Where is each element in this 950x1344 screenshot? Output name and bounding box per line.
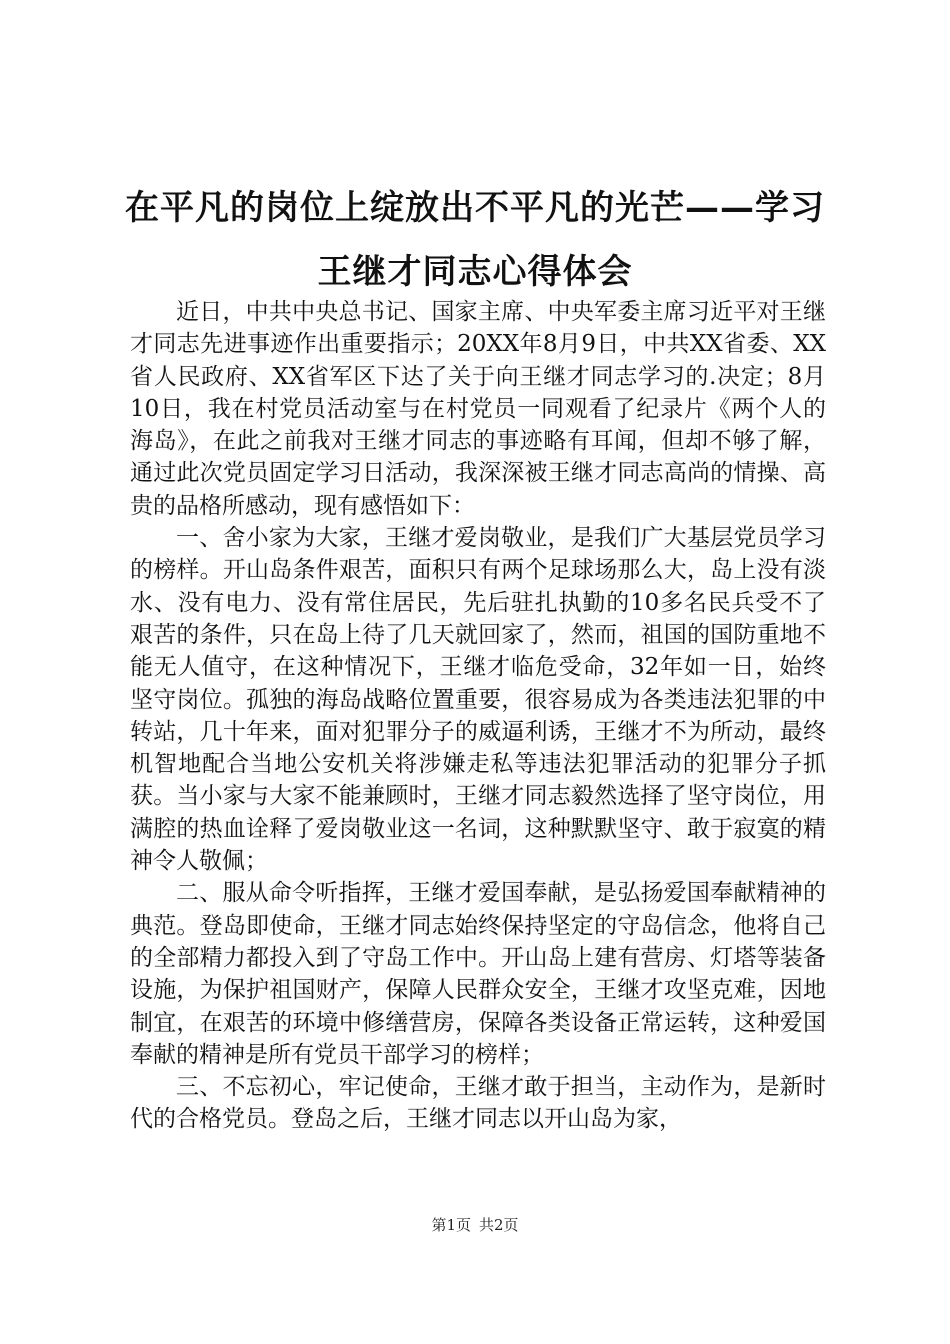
paragraph-point-1: 一、舍小家为大家，王继才爱岗敬业，是我们广大基层党员学习的榜样。开山岛条件艰苦，面积只有两个足球场那么大，岛上没有淡水、没有电力、没有常住居民，先后驻扎执勤的10多名民兵受不了艰苦的条件，只在岛上待了几天就回家了，然而，祖国的国防重地不能无人值守，在这种情况下，王继才临危受命，32年如一日，始终坚守岗位。孤独的海岛战略位置重要，很容易成为各类违法犯罪的中转站，几十年来，面对犯罪分子的威逼利诱，王继才不为所动，最终机智地配合当地公安机关将涉嫌走私等违法犯罪活动的犯罪分子抓获。当小家与大家不能兼顾时，王继才同志毅然选择了坚守岗位，用满腔的热血诠释了爱岗敬业这一名词，这种默默坚守、敢于寂寞的精神令人敬佩；	[130, 525, 826, 875]
page-number: 第1页	[431, 1216, 471, 1234]
document-title	[100, 176, 850, 304]
paragraph-intro: 近日，中共中央总书记、国家主席、中央军委主席习近平对王继才同志先进事迹作出重要指示；20XX年8月9日，中共XX省委、XX省人民政府、XX省军区下达了关于向王继才同志学习的.决定；8月10日，我在村党员活动室与在村党员一同观看了纪录片《两个人的海岛》，在此之前我对王继才同志的事迹略有耳闻，但却不够了解，通过此次党员固定学习日活动，我深深被王继才同志高尚的情操、高贵的品格所感动，现有感悟如下：	[130, 299, 826, 519]
page-footer	[0, 1214, 950, 1235]
paragraph-point-2: 二、服从命令听指挥，王继才爱国奉献，是弘扬爱国奉献精神的典范。登岛即使命，王继才同志始终保持坚定的守岛信念，他将自己的全部精力都投入到了守岛工作中。开山岛上建有营房、灯塔等装备设施，为保护祖国财产，保障人民群众安全，王继才攻坚克难，因地制宜，在艰苦的环境中修缮营房，保障各类设备正常运转，这种爱国奉献的精神是所有党员干部学习的榜样；	[130, 880, 826, 1068]
document-body	[130, 296, 826, 1136]
title-line-2: 王继才同志心得体会	[317, 252, 633, 292]
title-line-1: 在平凡的岗位上绽放出不平凡的光芒——学习	[125, 188, 825, 228]
page-total: 共2页	[479, 1216, 519, 1234]
paragraph-point-3: 三、不忘初心，牢记使命，王继才敢于担当，主动作为，是新时代的合格党员。登岛之后，王继才同志以开山岛为家，	[130, 1074, 826, 1133]
